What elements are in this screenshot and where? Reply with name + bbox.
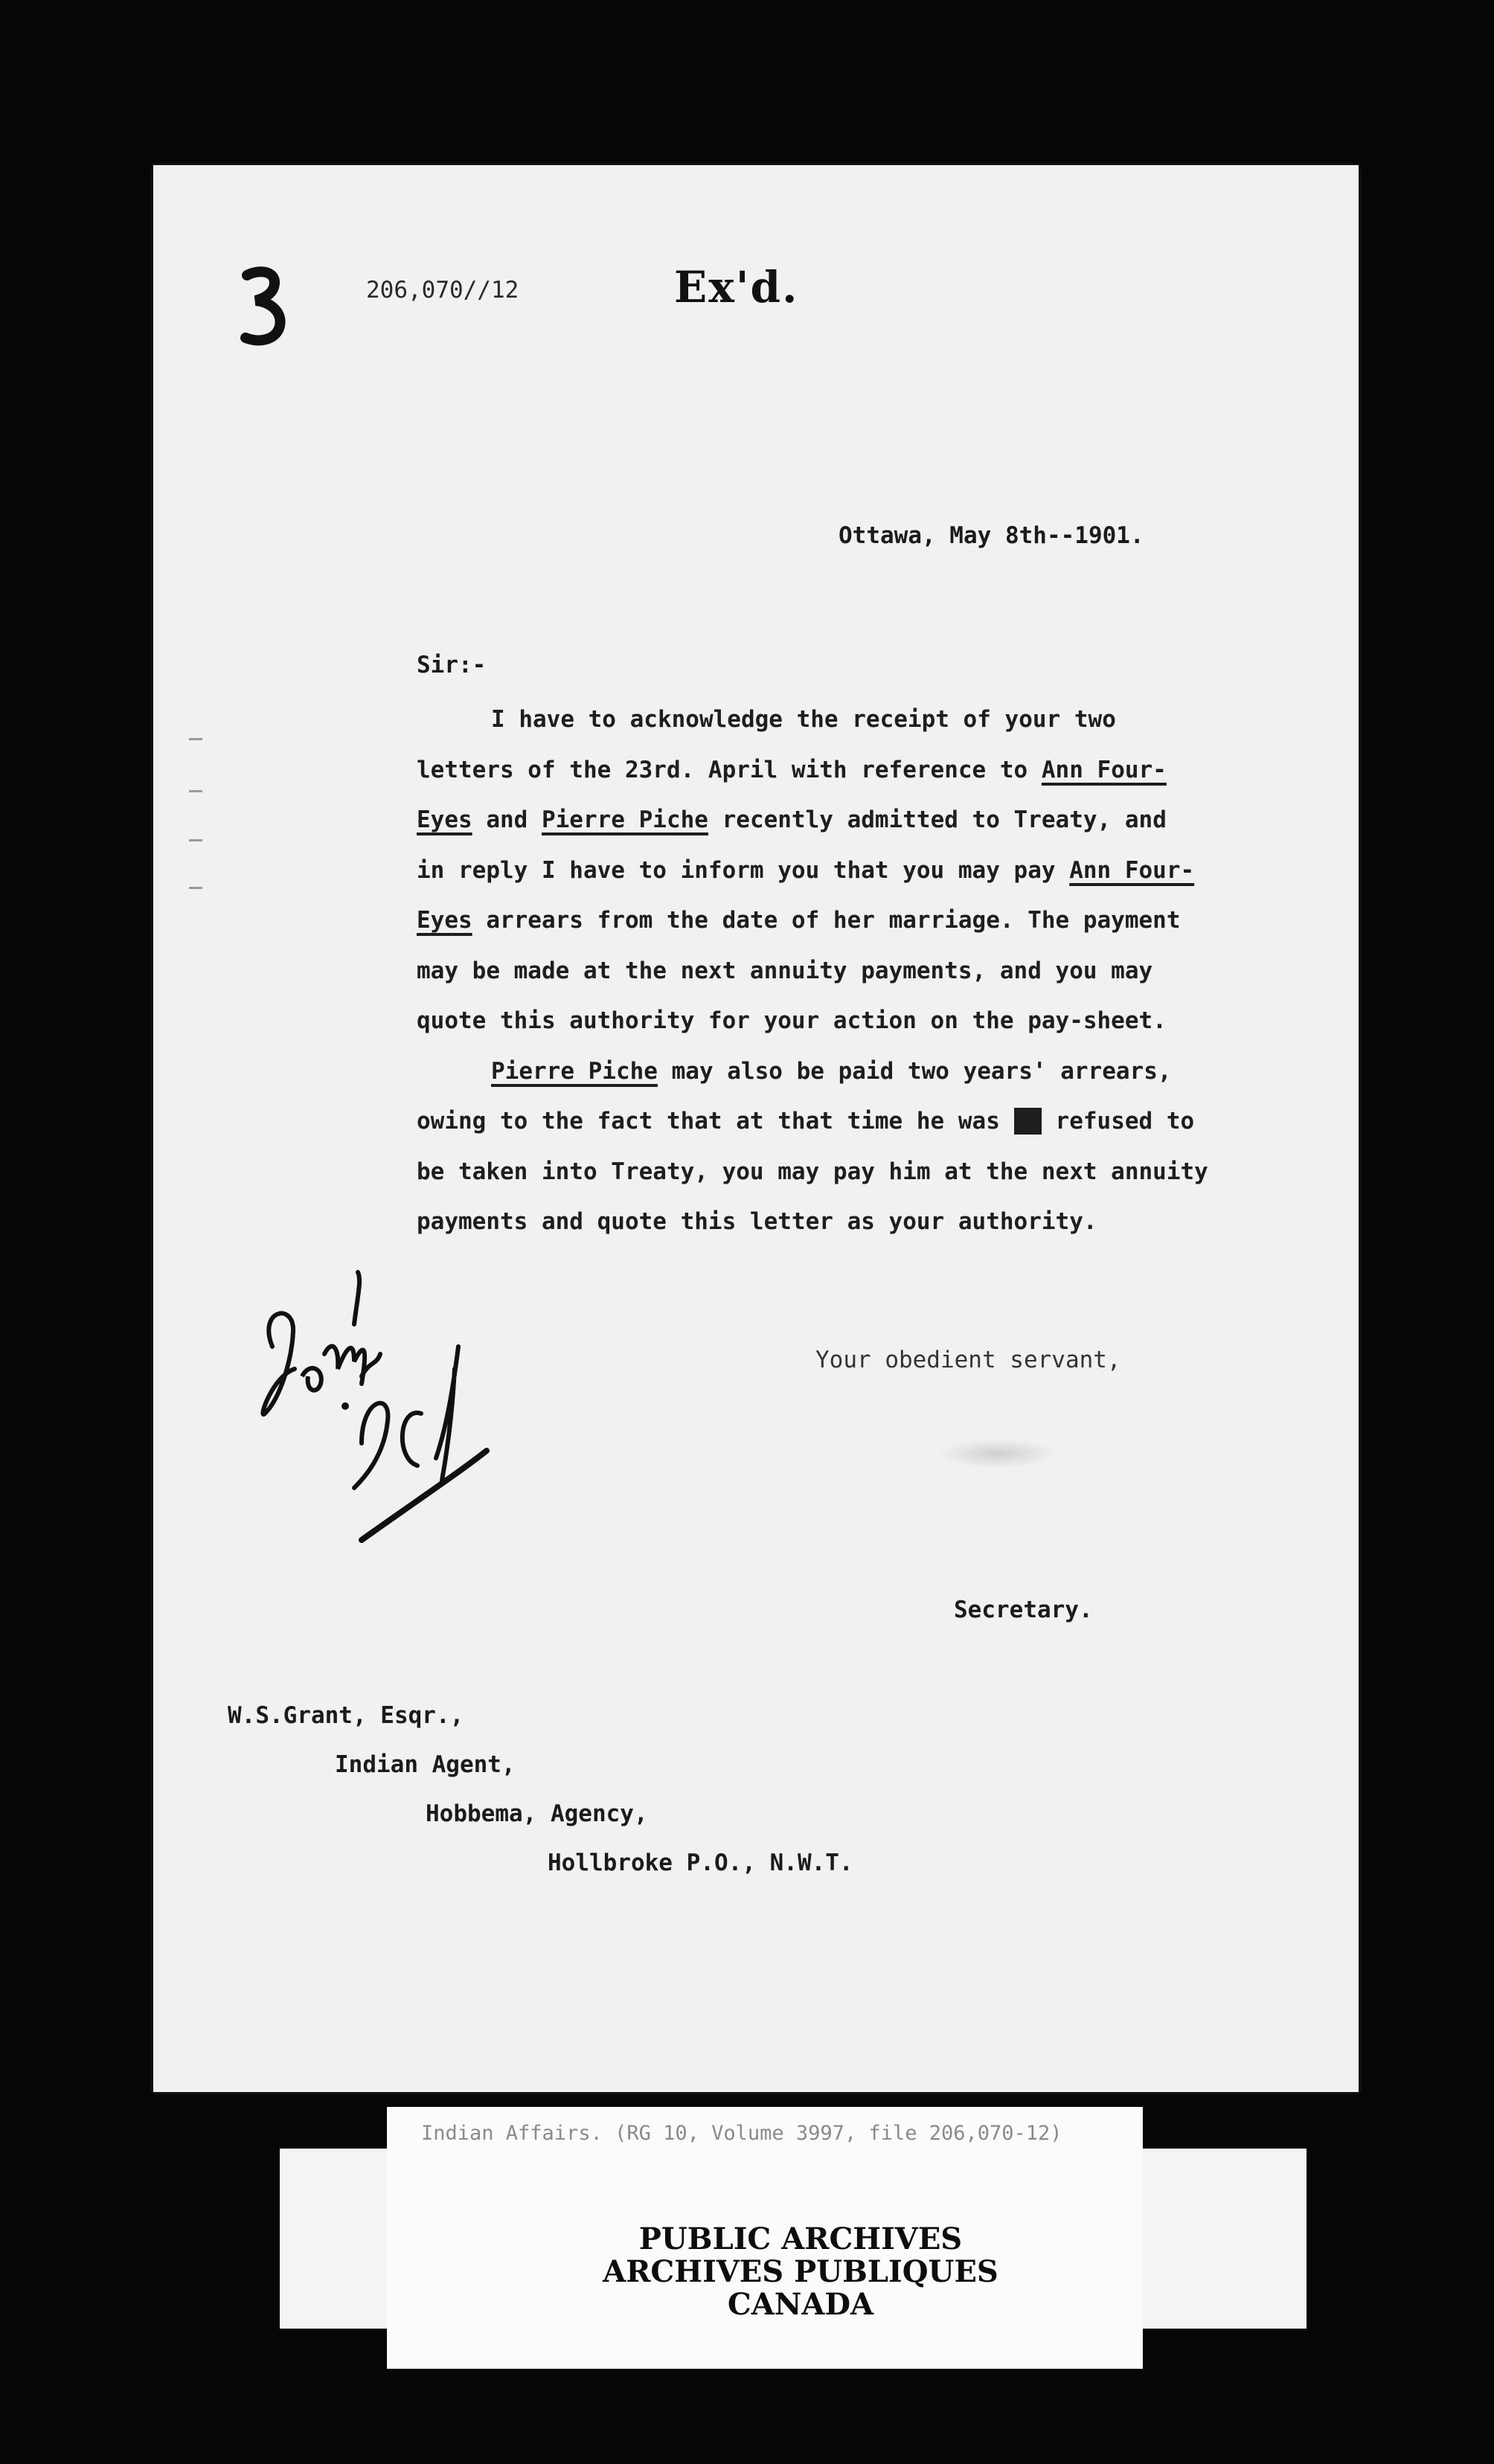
body-line: Eyes and Pierre Piche recently admitted to Treaty, and <box>417 806 1167 833</box>
closing: Your obedient servant, <box>815 1347 1121 1373</box>
address-line: Hollbroke P.O., N.W.T. <box>548 1849 853 1876</box>
examined-stamp: Ex'd. <box>674 262 799 312</box>
name-pierre-piche: Pierre Piche <box>541 806 708 833</box>
address-line: Hobbema, Agency, <box>426 1800 648 1827</box>
archive-line: PUBLIC ARCHIVES <box>638 2221 963 2256</box>
archive-stamp <box>387 2223 1214 2327</box>
body-line: payments and quote this letter as your authority. <box>417 1208 1097 1235</box>
faded-signature <box>937 1439 1057 1469</box>
name-ann-four-eyes: Eyes <box>417 907 472 934</box>
address-line: Indian Agent, <box>335 1751 516 1778</box>
body-line: Eyes arrears from the date of her marriage. The payment <box>417 907 1181 934</box>
body-line: owing to the fact that at that time he was xx refused to <box>417 1108 1195 1135</box>
body-line: in reply I have to inform you that you may pay Ann Four- <box>417 856 1195 884</box>
margin-mark <box>189 790 202 792</box>
struck-out-text: xx <box>1013 1108 1042 1135</box>
margin-mark <box>189 839 202 841</box>
name-ann-four-eyes: Ann Four- <box>1069 856 1195 884</box>
body-line: I have to acknowledge the receipt of your two <box>491 706 1116 733</box>
name-ann-four-eyes: Eyes <box>417 806 472 833</box>
salutation: Sir:- <box>417 652 487 678</box>
address-line: W.S.Grant, Esqr., <box>228 1702 464 1729</box>
body-line: letters of the 23rd. April with reference to Ann Four- <box>417 756 1167 783</box>
letter-body <box>417 695 1295 1248</box>
body-line: be taken into Treaty, you may pay him at the next annuity <box>417 1158 1208 1185</box>
body-line: may be made at the next annuity payments, and you may <box>417 957 1153 984</box>
signature-title: Secretary. <box>954 1597 1093 1623</box>
name-ann-four-eyes: Ann Four- <box>1041 756 1167 783</box>
handwritten-initials <box>250 1265 496 1555</box>
archive-line: ARCHIVES PUBLIQUES <box>603 2254 998 2289</box>
archive-reference: Indian Affairs. (RG 10, Volume 3997, file 206,070-12) <box>421 2122 1062 2145</box>
archive-line: CANADA <box>727 2287 874 2322</box>
margin-mark <box>189 738 202 740</box>
body-line: quote this authority for your action on the pay-sheet. <box>417 1007 1167 1034</box>
letter-date: Ottawa, May 8th--1901. <box>839 522 1144 549</box>
margin-mark <box>189 887 202 889</box>
name-pierre-piche: Pierre Piche <box>491 1057 658 1085</box>
body-line: Pierre Piche may also be paid two years' arrears, <box>491 1057 1172 1085</box>
file-number: 206,070//12 <box>366 277 519 304</box>
handwritten-three-mark <box>240 266 292 348</box>
